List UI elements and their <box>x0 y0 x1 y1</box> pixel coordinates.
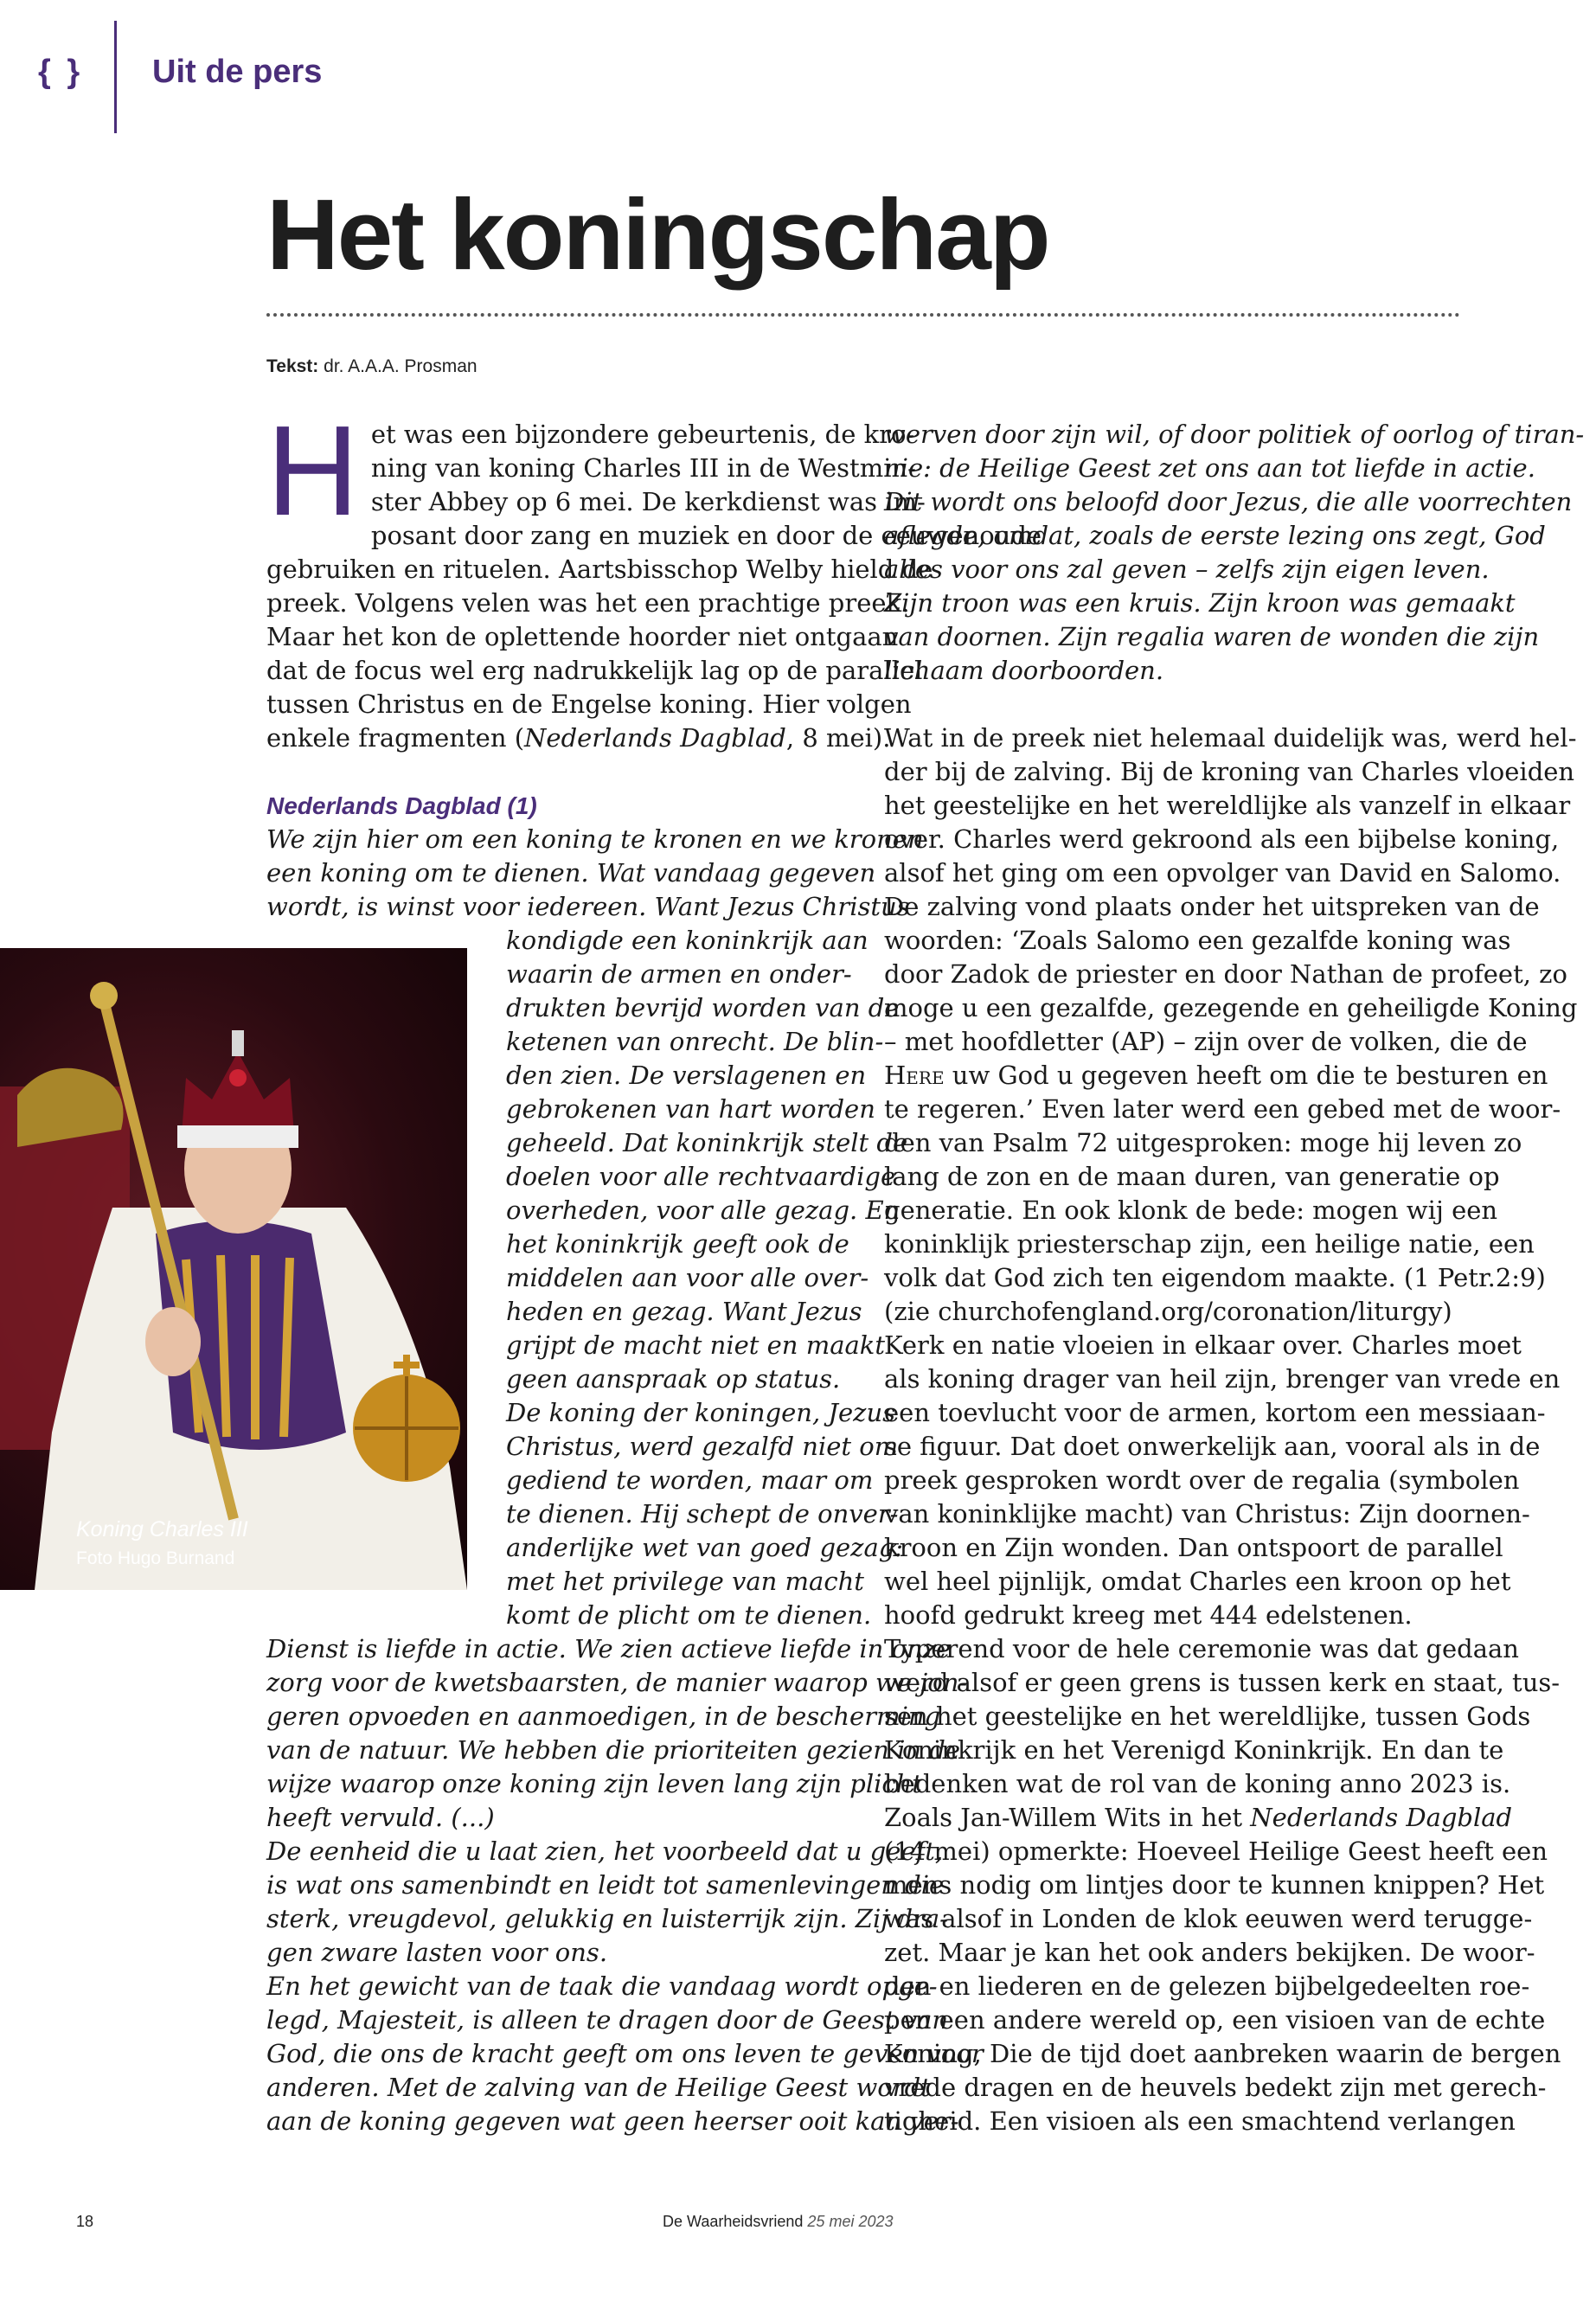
text-line: ster Abbey op 6 mei. De kerkdienst was im- <box>370 487 926 516</box>
text-line: van koninklijke macht) van Christus: Zijn doornen- <box>884 1499 1530 1529</box>
text-line: (14 mei) opmerkte: Hoeveel Heilige Geest heeft een <box>884 1836 1548 1866</box>
quote-line: geen aanspraak op status. <box>506 1364 841 1394</box>
quote-line: middelen aan voor alle over- <box>506 1263 869 1292</box>
title-dotted-rule <box>266 313 1460 317</box>
quote-line: God, die ons de kracht geeft om ons leven te geven voor <box>266 2039 984 2068</box>
text-line: te regeren.’ Even later werd een gebed met de woor- <box>884 1094 1561 1124</box>
body-block-c <box>884 1835 1561 2138</box>
king-portrait-illustration <box>0 948 467 1590</box>
quote-line: anderen. Met de zalving van de Heilige Geest wordt <box>266 2073 931 2102</box>
quote-line: van de natuur. We hebben die prioriteiten gezien in de <box>266 1735 961 1765</box>
quote-line: overheden, voor alle gezag. En <box>506 1195 901 1225</box>
quote-line: het koninkrijk geeft ook de <box>506 1229 849 1259</box>
text-line: preek gesproken wordt over de regalia (symbolen <box>884 1465 1520 1495</box>
quote-line: aan de koning gegeven wat geen heerser ooit kan ver- <box>266 2106 959 2136</box>
text-line: ning van koning Charles III in de Westmin- <box>370 453 916 483</box>
text-line: als koning drager van heil zijn, brenger van vrede en <box>884 1364 1561 1394</box>
photo-caption: Koning Charles III <box>76 1517 248 1541</box>
text-line: pen een andere wereld op, een visioen van de echte <box>884 2005 1546 2035</box>
quote-line: den zien. De verslagenen en <box>506 1061 867 1090</box>
photo-credit: Foto Hugo Burnand <box>76 1548 235 1568</box>
text-line: den van Psalm 72 uitgesproken: moge hij leven zo <box>884 1128 1522 1157</box>
quote-line: lichaam doorboorden. <box>884 656 1164 685</box>
text-line: koninklijk priesterschap zijn, een heilige natie, een <box>884 1229 1535 1259</box>
quote-line: Zijn troon was een kruis. Zijn kroon was gemaakt <box>884 588 1516 618</box>
text-line: woorden: ‘Zoals Salomo een gezalfde koning was <box>884 926 1511 955</box>
text-line: – met hoofdletter (AP) – zijn over de volken, die de <box>884 1027 1528 1056</box>
quote-line: met het privilege van macht <box>506 1567 864 1596</box>
text-line: posant door zang en muziek en door de eeuwenoude <box>370 521 1042 550</box>
text-line: dat de focus wel erg nadrukkelijk lag op de parallel <box>266 656 923 685</box>
quote-line: gediend te worden, maar om <box>506 1465 874 1495</box>
text-line: De zalving vond plaats onder het uitspreken van de <box>884 892 1540 921</box>
king-photo <box>0 948 467 1590</box>
text-line: sen het geestelijke en het wereldlijke, tussen Gods <box>884 1702 1531 1731</box>
text-line: kroon en Zijn wonden. Dan ontspoort de parallel <box>884 1533 1503 1562</box>
quote-line: En het gewicht van de taak die vandaag wordt opge- <box>266 1971 938 2001</box>
quote-line: heden en gezag. Want Jezus <box>506 1297 862 1326</box>
text-line: den en liederen en de gelezen bijbelgedeelten roe- <box>884 1971 1530 2001</box>
quote-line: komt de plicht om te dienen. <box>506 1600 872 1630</box>
quote-line: geheeld. Dat koninkrijk stelt de <box>506 1128 908 1157</box>
quote-line: Christus, werd gezalfd niet om <box>506 1432 899 1461</box>
body-block-a <box>884 721 1578 1059</box>
section-label: Uit de pers <box>152 54 323 90</box>
quote-line: legd, Majesteit, is alleen te dragen door de Geest van <box>266 2005 949 2035</box>
wits-line: Zoals Jan-Willem Wits in het Nederlands Dagblad <box>884 1803 1513 1832</box>
text-line: tussen Christus en de Engelse koning. Hier volgen <box>266 689 912 719</box>
text-line: vrede dragen en de heuvels bedekt zijn met gerech- <box>884 2073 1547 2102</box>
text-line: der bij de zalving. Bij de kroning van Charles vloeiden <box>884 757 1575 786</box>
quote-line: alles voor ons zal geven – zelfs zijn eigen leven. <box>884 554 1490 584</box>
quote-line: ketenen van onrecht. De blin- <box>506 1027 884 1056</box>
quote-line: waarin de armen en onder- <box>506 959 852 989</box>
quote-line: gen zware lasten voor ons. <box>266 1938 608 1967</box>
quote-line: een koning om te dienen. Wat vandaag gegeven <box>266 858 876 888</box>
quote-line: kondigde een koninkrijk aan <box>506 926 869 955</box>
quote-continued <box>884 418 1585 688</box>
quote-line: We zijn hier om een koning te kronen en we kronen <box>266 824 924 854</box>
quote-line: is wat ons samenbindt en leidt tot samenlevingen die <box>266 1870 945 1900</box>
quote-line: Dienst is liefde in actie. We zien actieve liefde in onze <box>266 1634 952 1663</box>
text-line: preek. Volgens velen was het een prachtige preek. <box>266 588 910 618</box>
header-divider <box>114 21 117 133</box>
text-line: zet. Maar je kan het ook anders bekijken. De woor- <box>884 1938 1535 1967</box>
text-line: Koning, Die de tijd doet aanbreken waarin de bergen <box>884 2039 1561 2068</box>
quote-line: anderlijke wet van goed gezag: <box>506 1533 904 1562</box>
text-line: generatie. En ook klonk de bede: mogen wij een <box>884 1195 1498 1225</box>
byline-author: dr. A.A.A. Prosman <box>324 356 478 376</box>
quote-line: wijze waarop onze koning zijn leven lang zijn plicht <box>266 1769 922 1798</box>
text-line: moge u een gezalfde, gezegende en geheiligde Koning <box>884 993 1578 1022</box>
text-line: over. Charles werd gekroond als een bijbelse koning, <box>884 824 1560 854</box>
text-line: (zie churchofengland.org/coronation/liturgy) <box>884 1297 1452 1326</box>
text-line: Typerend voor de hele ceremonie was dat gedaan <box>884 1634 1519 1663</box>
quote-line: heeft vervuld. (...) <box>266 1803 495 1832</box>
text-line: het geestelijke en het wereldlijke als vanzelf in elkaar <box>884 791 1571 820</box>
quote-line: grijpt de macht niet en maakt <box>506 1330 886 1360</box>
quote-line: doelen voor alle rechtvaardige <box>506 1162 896 1191</box>
here-line: Here uw God u gegeven heeft om die te besturen en <box>884 1061 1548 1090</box>
text-line: wel heel pijnlijk, omdat Charles een kroon op het <box>884 1567 1511 1596</box>
quote-block-b <box>266 1632 984 2138</box>
section-braces: { } <box>38 54 84 90</box>
text-line: Wat in de preek niet helemaal duidelijk was, werd hel- <box>884 723 1577 753</box>
text-line: door Zadok de priester en door Nathan de profeet, zo <box>884 959 1567 989</box>
quote-line: werven door zijn wil, of door politiek of oorlog of tiran- <box>884 420 1585 449</box>
quote-line: De eenheid die u laat zien, het voorbeeld dat u geeft, <box>266 1836 944 1866</box>
text-line: een toevlucht voor de armen, kortom een messiaan- <box>884 1398 1546 1427</box>
drop-cap: H <box>266 400 359 542</box>
text-line: mens nodig om lintjes door te kunnen knippen? Het <box>884 1870 1545 1900</box>
intro-last-line: enkele fragmenten (Nederlands Dagblad, 8 mei). <box>266 723 891 753</box>
quote-line: sterk, vreugdevol, gelukkig en luisterrijk zijn. Zij dra- <box>266 1904 948 1933</box>
text-line: tigheid. Een visioen als een smachtend verlangen <box>884 2106 1516 2136</box>
text-line: Kerk en natie vloeien in elkaar over. Charles moet <box>884 1330 1522 1360</box>
text-line: volk dat God zich ten eigendom maakte. (1 Petr.2:9) <box>884 1263 1546 1292</box>
text-line: lang de zon en de maan duren, van generatie op <box>884 1162 1500 1191</box>
quote-line: Dit wordt ons beloofd door Jezus, die alle voorrechten <box>884 487 1573 516</box>
page-number: 18 <box>76 2213 94 2230</box>
quote-line: geren opvoeden en aanmoedigen, in de bescherming <box>266 1702 941 1731</box>
text-line: et was een bijzondere gebeurtenis, de kro- <box>370 420 915 449</box>
quote-line: drukten bevrijd worden van de <box>506 993 900 1022</box>
quote-line: gebrokenen van hart worden <box>506 1094 875 1124</box>
text-line: hoofd gedrukt kreeg met 444 edelstenen. <box>884 1600 1413 1630</box>
quote-block-a <box>266 823 924 924</box>
subheading: Nederlands Dagblad (1) <box>266 792 537 819</box>
text-line: werd alsof er geen grens is tussen kerk en staat, tus- <box>884 1668 1561 1697</box>
text-line: se figuur. Dat doet onwerkelijk aan, vooral als in de <box>884 1432 1541 1461</box>
byline <box>266 356 478 377</box>
byline-label: Tekst: <box>266 356 319 376</box>
body-block-b <box>884 1093 1561 1801</box>
text-line: Maar het kon de oplettende hoorder niet ontgaan <box>266 622 899 651</box>
text-line: Koninkrijk en het Verenigd Koninkrijk. En dan te <box>884 1735 1504 1765</box>
page-title: Het koningschap <box>266 178 1049 291</box>
quote-line: van doornen. Zijn regalia waren de wonden die zijn <box>884 622 1540 651</box>
quote-line: De koning der koningen, Jezus <box>506 1398 896 1427</box>
text-line: bedenken wat de rol van de koning anno 2023 is. <box>884 1769 1511 1798</box>
text-line: gebruiken en rituelen. Aartsbisschop Welby hield de <box>266 554 933 584</box>
quote-line: te dienen. Hij schept de onver- <box>506 1499 899 1529</box>
quote-line: nie: de Heilige Geest zet ons aan tot liefde in actie. <box>884 453 1535 483</box>
text-line: alsof het ging om een opvolger van David en Salomo. <box>884 858 1561 888</box>
footer-publication: De Waarheidsvriend 25 mei 2023 <box>663 2213 894 2230</box>
quote-line: zorg voor de kwetsbaarsten, de manier waarop we jon- <box>266 1668 968 1697</box>
quote-line: wordt, is winst voor iedereen. Want Jezus Christus <box>266 892 910 921</box>
quote-line: aflegde, omdat, zoals de eerste lezing ons zegt, God <box>884 521 1546 550</box>
right-column <box>884 418 1585 2138</box>
text-line: was alsof in Londen de klok eeuwen werd terugge- <box>884 1904 1533 1933</box>
